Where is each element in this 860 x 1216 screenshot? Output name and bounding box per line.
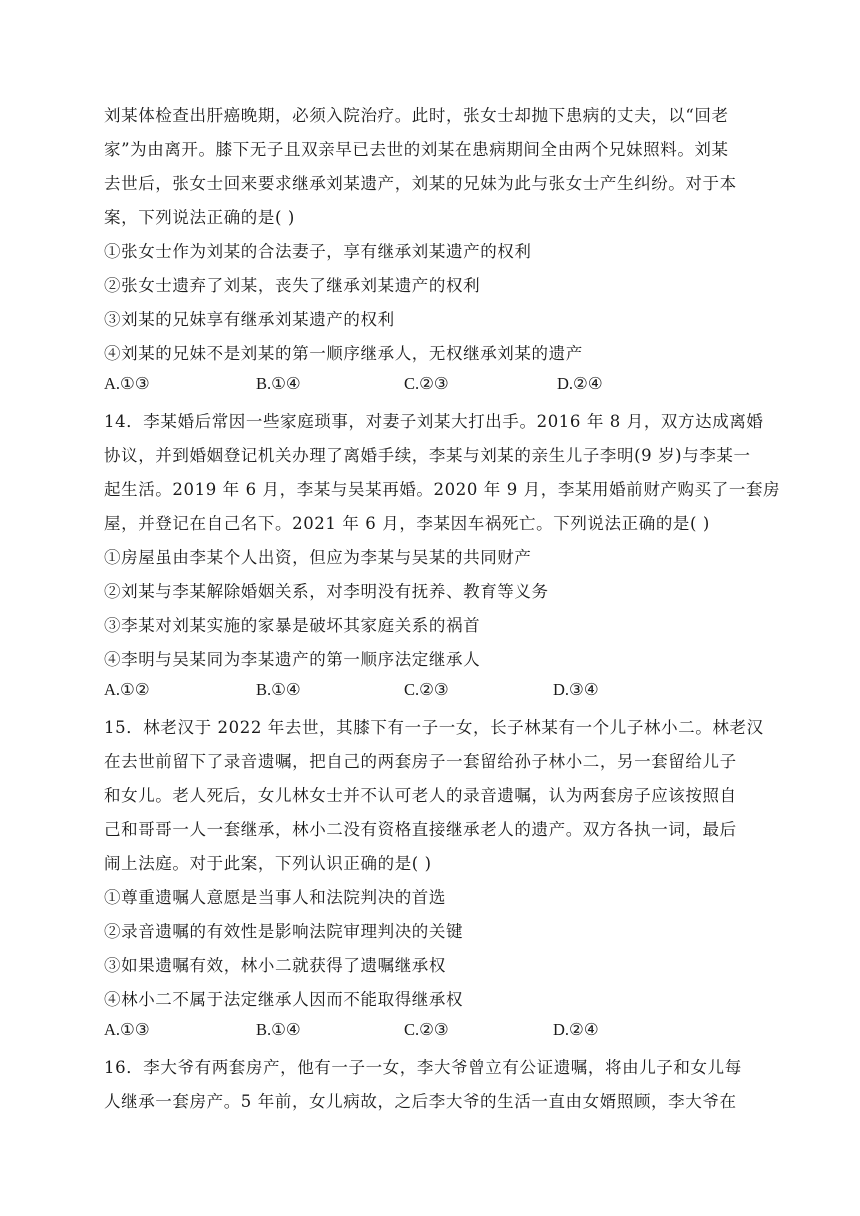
q16-stem-line-1: 16．李大爷有两套房产，他有一子一女，李大爷曾立有公证遗嘱，将由儿子和女儿每 <box>104 1058 742 1077</box>
q15-stem-line-2: 在去世前留下了录音遗嘱，把自己的两套房子一套留给孙子林小二，另一套留给儿子 <box>104 752 737 771</box>
q13-stem-line-4: 案，下列说法正确的是( ) <box>104 208 295 227</box>
q13-statement-1: ①张女士作为刘某的合法妻子，享有继承刘某遗产的权利 <box>104 242 532 261</box>
q14-choice-c: C.②③ <box>404 680 449 699</box>
q13-stem-line-3: 去世后，张女士回来要求继承刘某遗产，刘某的兄妹为此与张女士产生纠纷。对于本 <box>104 174 737 193</box>
q15-stem-line-5: 闹上法庭。对于此案，下列认识正确的是( ) <box>104 854 432 873</box>
q14-statement-1: ①房屋虽由李某个人出资，但应为李某与吴某的共同财产 <box>104 548 532 567</box>
q15-statement-3: ③如果遗嘱有效，林小二就获得了遗嘱继承权 <box>104 956 446 975</box>
q14-statement-3: ③李某对刘某实施的家暴是破坏其家庭关系的祸首 <box>104 616 481 635</box>
q15-choice-d: D.②④ <box>553 1020 599 1039</box>
q15-statement-1: ①尊重遗嘱人意愿是当事人和法院判决的首选 <box>104 888 446 907</box>
q15-stem-line-1: 15．林老汉于 2022 年去世，其膝下有一子一女，长子林某有一个儿子林小二。林老汉 <box>104 718 764 737</box>
q15-statement-4: ④林小二不属于法定继承人因而不能取得继承权 <box>104 990 464 1009</box>
q13-choice-a: A.①③ <box>104 374 150 393</box>
q15-stem-line-3: 和女儿。老人死后，女儿林女士并不认可老人的录音遗嘱，认为两套房子应该按照自 <box>104 786 737 805</box>
q13-statement-3: ③刘某的兄妹享有继承刘某遗产的权利 <box>104 310 395 329</box>
q14-choice-b: B.①④ <box>256 680 301 699</box>
q13-statement-4: ④刘某的兄妹不是刘某的第一顺序继承人，无权继承刘某的遗产 <box>104 344 583 363</box>
q15-choice-a: A.①③ <box>104 1020 150 1039</box>
q15-stem-line-4: 己和哥哥一人一套继承，林小二没有资格直接继承老人的遗产。双方各执一词，最后 <box>104 820 737 839</box>
q15-statement-2: ②录音遗嘱的有效性是影响法院审理判决的关键 <box>104 922 464 941</box>
q15-choice-c: C.②③ <box>404 1020 449 1039</box>
q14-stem-line-2: 协议，并到婚姻登记机关办理了离婚手续，李某与刘某的亲生儿子李明(9 岁)与李某一 <box>104 446 751 465</box>
q14-stem-line-1: 14．李某婚后常因一些家庭琐事，对妻子刘某大打出手。2016 年 8 月，双方达成离婚 <box>104 412 764 431</box>
q13-choice-c: C.②③ <box>404 374 449 393</box>
q14-choice-a: A.①② <box>104 680 150 699</box>
q13-choice-d: D.②④ <box>557 374 603 393</box>
q13-choice-b: B.①④ <box>256 374 301 393</box>
q14-choice-d: D.③④ <box>553 680 599 699</box>
q13-statement-2: ②张女士遗弃了刘某，丧失了继承刘某遗产的权利 <box>104 276 481 295</box>
q15-choice-b: B.①④ <box>256 1020 301 1039</box>
q14-statement-2: ②刘某与李某解除婚姻关系，对李明没有抚养、教育等义务 <box>104 582 549 601</box>
q13-stem-line-1: 刘某体检查出肝癌晚期，必须入院治疗。此时，张女士却抛下患病的丈夫，以“回老 <box>104 106 729 125</box>
q14-stem-line-4: 屋，并登记在自己名下。2021 年 6 月，李某因车祸死亡。下列说法正确的是( ) <box>104 514 710 533</box>
q14-stem-line-3: 起生活。2019 年 6 月，李某与吴某再婚。2020 年 9 月，李某用婚前财产购买了一套房 <box>104 480 781 499</box>
q14-statement-4: ④李明与吴某同为李某遗产的第一顺序法定继承人 <box>104 650 481 669</box>
q16-stem-line-2: 人继承一套房产。5 年前，女儿病故，之后李大爷的生活一直由女婿照顾，李大爷在 <box>104 1092 737 1111</box>
q13-stem-line-2: 家”为由离开。膝下无子且双亲早已去世的刘某在患病期间全由两个兄妹照料。刘某 <box>104 140 729 159</box>
